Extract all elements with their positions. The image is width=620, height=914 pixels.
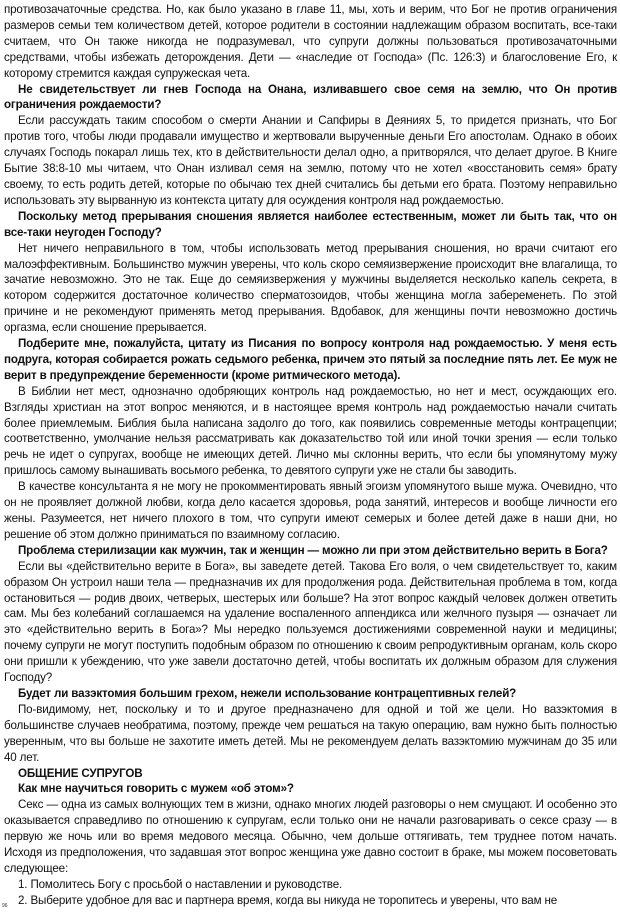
body-paragraph: Нет ничего неправильного в том, чтобы использовать метод прерывания сношения, но врачи считают его малоэффективным. Большинство мужчин уверены, что коль скоро семяизвержение происходит вне влагалища, то зачатие невозможно. Это не так. Еще до семяизвержения у мужчины выделяется несколько капель секрета, в котором содержится достаточное количество сперматозоидов, чтобы женщина могла забеременеть. По этой причине и не рекомендуют применять метод прерывания. Вдобавок, для женщины почти невозможно достичь оргазма, если сношение прерывается.: [4, 241, 617, 335]
body-paragraph: 1. Помолитесь Богу с просьбой о наставлении и руководстве.: [18, 877, 343, 891]
body-paragraph: В качестве консультанта я не могу не прокомментировать явный эгоизм упомянутого выше мужа. Очевидно, что он не проявляет должной любви, когда дело касается здоровья, рода занятий, интересов и вообще личности его жены. Разумеется, нет ничего плохого в том, что супруги имеют семерых и более детей даже в наши дни, но решение об этом должно приниматься по взаимному согласию.: [4, 480, 617, 541]
question-paragraph: Подберите мне, пожалуйста, цитату из Писания по вопросу контроля над рождаемостью. У меня есть подруга, которая собирается рожать седьмого ребенка, причем это пятый за последние пять лет. Ее муж не верит в предупреждение беременности (кроме ритмического метода).: [4, 337, 617, 382]
body-paragraph: Секс — одна из самых волнующих тем в жизни, однако многих людей разговоры о нем смущают. И особенно это оказывается справедливо по отношению к супругам, если только они не начали разговаривать о сексе сразу — в первую же ночь или во время медового месяца. Обычно, чем дольше оттягивать, тем труднее потом начать. Исходя из предположения, что задавшая этот вопрос женщина уже давно состоит в браке, мы можем посоветовать следующее:: [4, 798, 617, 875]
body-paragraph: 2. Выберите удобное для вас и партнера время, когда вы никуда не торопитесь и уверены, что вам не: [18, 893, 558, 907]
question-paragraph: Проблема стерилизации как мужчин, так и женщин — можно ли при этом действительно верить в Бога?: [18, 543, 608, 557]
body-paragraph: В Библии нет мест, однозначно одобряющих контроль над рождаемостью, но нет и мест, осуждающих его. Взгляды христиан на этот вопрос меняются, и в настоящее время контроль над рождаемостью начали считать более приемлемым. Библия была написана задолго до того, как появились современные методы контрацепции; соответственно, умолчание нельзя рассматривать как доказательство той или иной точки зрения — если только речь не идет о супругах, вообще не имеющих детей. Лично мы склонны верить, что если бы упомянутому мужу пришлось самому вынашивать восьмого ребенка, то девятого супруги уже не стали бы заводить.: [4, 384, 617, 478]
body-paragraph: противозачаточные средства. Но, как было указано в главе 11, мы, хоть и верим, что Бог не против ограничения размеров семьи тем количеством детей, которое родители в состоянии надлежащим образом воспитать, все-таки считаем, что Он также никогда не подразумевал, что супруги должны пользоваться противозачаточными средствами, чтобы избежать деторождения. Дети — «наследие от Господа» (Пс. 126:3) и благословение Его, к которому стремится каждая супружеская чета.: [4, 3, 617, 80]
question-paragraph: Будет ли вазэктомия большим грехом, нежели использование контрацептивных гелей?: [18, 686, 517, 700]
page-number: 96: [2, 903, 8, 909]
body-paragraph: Если вы «действительно верите в Бога», вы заведете детей. Такова Его воля, о чем свидетельствует то, каким образом Он устроил наши тела — предназначив их для продолжения рода. Действительная проблема в том, когда остановиться — родив двоих, четверых, шестерых или больше? На этот вопрос каждый человек должен ответить сам. Мы без колебаний соглашаемся на удаление воспаленного аппендикса или желчного пузыря — означает ли это «действительно верить в Бога»? Мы нередко пользуемся достижениями современной науки и медицины; почему супруги не могут поступить подобным образом по отношению к своим репродуктивным органам, коль скоро они пришли к убеждению, что уже завели достаточно детей, чтобы воспитать их должным образом для служения Господу?: [4, 559, 617, 685]
section-heading: ОБЩЕНИЕ СУПРУГОВ: [18, 766, 143, 780]
body-paragraph: По-видимому, нет, поскольку и то и другое предназначено для одной и той же цели. Но вазэктомия в большинстве случаев необратима, поэтому, прежде чем решаться на такую операцию, вам нужно быть полностью уверенным, что вы больше не захотите иметь детей. Мы не рекомендуем делать вазэктомию мужчинам до 35 или 40 лет.: [4, 702, 617, 764]
question-paragraph: Поскольку метод прерывания сношения является наиболее естественным, может ли быть так, что он все-таки неугоден Господу?: [4, 209, 617, 239]
body-paragraph: Если рассуждать таким способом о смерти Анании и Сапфиры в Деяниях 5, то придется признать, что Бог против того, чтобы люди продавали имущество и жертвовали вырученные деньги Его апостолам. Однако в обоих случаях Господь покарал лишь тех, кто в действительности делал одно, а притворялся, что делает другое. В Книге Бытие 38:8-10 мы читаем, что Онан изливал семя на землю, потому что не хотел «восстановить семя» брату своему, то есть родить детей, которые по обычаю тех дней считались бы детьми его брата. Поэтому неправильно использовать эту вырванную из контекста цитату для осуждения контроля над рождаемостью.: [4, 114, 617, 207]
question-paragraph: Как мне научиться говорить с мужем «об этом»?: [18, 782, 294, 796]
question-paragraph: Не свидетельствует ли гнев Господа на Онана, изливавшего свое семя на землю, что Он против ограничения рождаемости?: [4, 82, 617, 112]
